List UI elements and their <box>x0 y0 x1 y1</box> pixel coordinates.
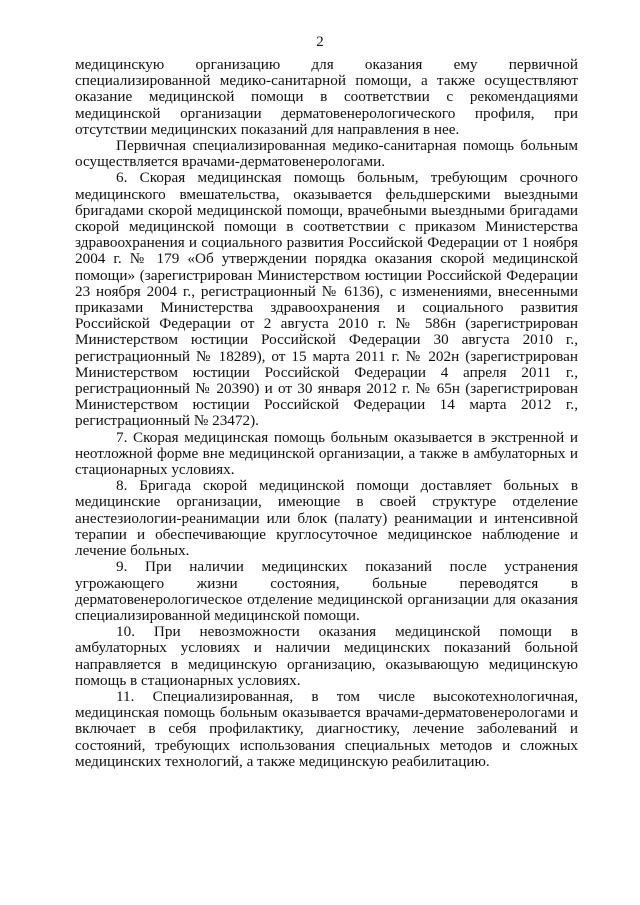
paragraph-item-7: 7. Скорая медицинская помощь больным оказывается в экстренной и неотложной форме вне медицинской организации, а также в амбулаторных и стационарных условиях. <box>75 428 578 479</box>
document-body <box>75 57 578 770</box>
paragraph-continuation: медицинскую организацию для оказания ему первичной специализированной медико-санитарной помощи, а также осуществляют оказание медицинской помощи в соответствии с рекомендациями медицинской организации дерматовенерологического профиля, при отсутствии медицинских показаний для направления в нее. <box>75 56 578 138</box>
paragraph-item-10: 10. При невозможности оказания медицинской помощи в амбулаторных условиях и наличии медицинских показаний больной направляется в медицинскую организацию, оказывающую медицинскую помощь в стационарных условиях. <box>75 623 578 689</box>
paragraph-primary-care: Первичная специализированная медико-санитарная помощь больным осуществляется врачами-дерматовенерологами. <box>75 137 578 171</box>
paragraph-item-9: 9. При наличии медицинских показаний после устранения угрожающего жизни состояния, больные переводятся в дерматовенерологическое отделение медицинской организации для оказания специализированной медицинской помощи. <box>75 558 578 624</box>
paragraph-item-8: 8. Бригада скорой медицинской помощи доставляет больных в медицинские организации, имеющие в своей структуре отделение анестезиологии-реанимации или блок (палату) реанимации и интенсивной терапии и обеспечивающие круглосуточное медицинское наблюдение и лечение больных. <box>75 477 578 560</box>
page-number: 2 <box>316 34 324 50</box>
paragraph-item-6: 6. Скорая медицинская помощь больным, требующим срочного медицинского вмешательства, оказывается фельдшерскими выездными бригадами скорой медицинской помощи, врачебными выездными бригадами скорой медицинской помощи в соответствии с приказом Министерства здравоохранения и социального развития Российской Федерации от 1 ноября 2004 г. № 179 «Об утверждении порядка оказания скорой медицинской помощи» (зарегистрирован Министерством юстиции Российской Федерации 23 ноября 2004 г., регистрационный № 6136), с изменениями, внесенными приказами Министерства здравоохранения и социального развития Российской Федерации от 2 августа 2010 г. № 586н (зарегистрирован Министерством юстиции Российской Федерации 30 августа 2010 г., регистрационный № 18289), от 15 марта 2011 г. № 202н (зарегистрирован Министерством юстиции Российской Федерации 4 апреля 2011 г., регистрационный № 20390) и от 30 января 2012 г. № 65н (зарегистрирован Министерством юстиции Российской Федерации 14 марта 2012 г., регистрационный № 23472). <box>75 169 578 430</box>
paragraph-item-11: 11. Специализированная, в том числе высокотехнологичная, медицинская помощь больным оказывается врачами-дерматовенерологами и включает в себя профилактику, диагностику, лечение заболеваний и состояний, требующих использования специальных методов и сложных медицинских технологий, а также медицинскую реабилитацию. <box>75 687 578 770</box>
